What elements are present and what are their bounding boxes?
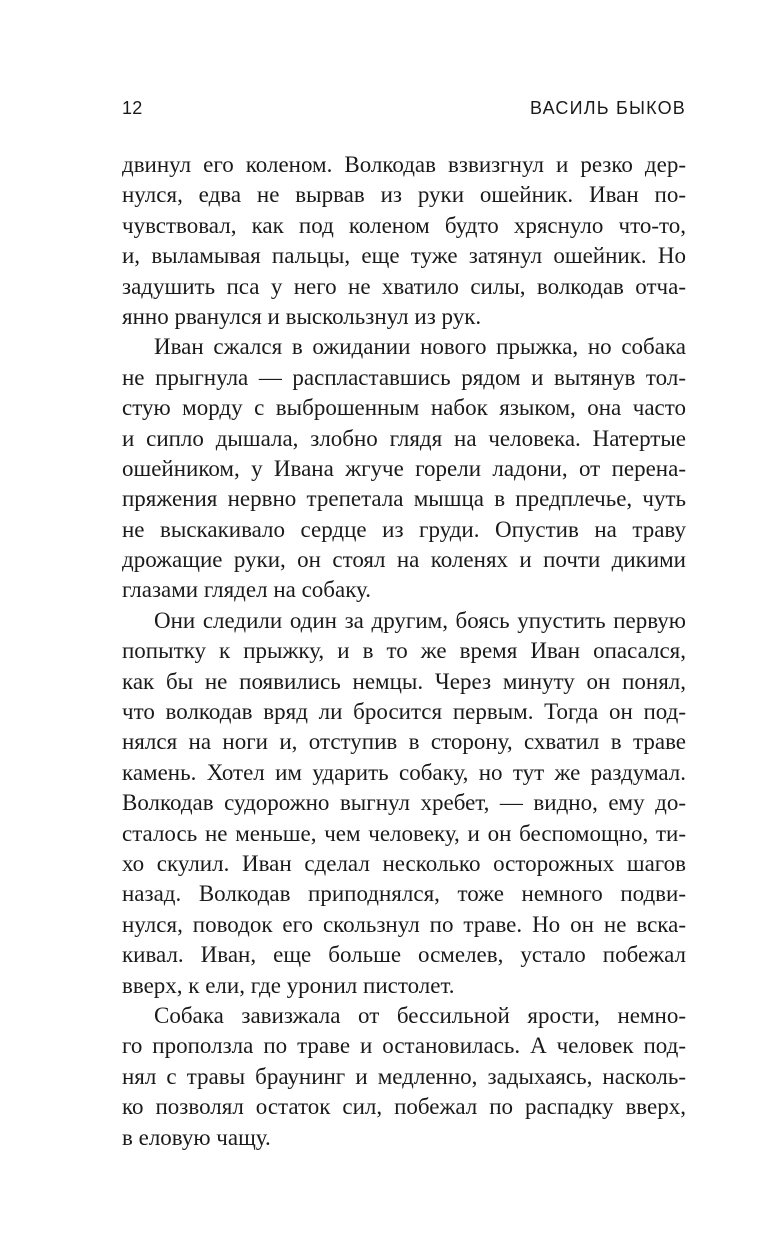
text-line: двинул его коленом. Волкодав взвизгнул и резко дер- [122, 152, 686, 177]
text-line: в еловую чащу. [122, 1124, 271, 1150]
text-line: Собака завизжала от бессильной ярости, немно- [154, 1002, 686, 1028]
paragraph [122, 150, 686, 332]
text-line: что волкодав вряд ли бросится первым. Тогда он под- [122, 699, 686, 725]
text-line: ко позволял остаток сил, побежал по распадку вверх, [122, 1094, 686, 1120]
text-line: не выскакивало сердце из груди. Опустив на траву [122, 516, 686, 542]
text-line: чувствовал, как под коленом будто хряснуло что-то, [122, 212, 686, 238]
running-head [122, 98, 686, 128]
text-line: нулся, поводок его скользнул по траве. Но он не вска- [122, 911, 686, 937]
text-line: Волкодав судорожно выгнул хребет, — видно, ему до- [122, 790, 686, 816]
text-line: назад. Волкодав приподнялся, тоже немного подви- [122, 881, 686, 907]
text-line: и сипло дышала, злобно глядя на человека. Натертые [122, 425, 686, 451]
text-line: не прыгнула — распластавшись рядом и вытянув тол- [122, 364, 686, 390]
text-line: нялся на ноги и, отступив в сторону, схватил в траве [122, 729, 686, 755]
text-line: кивал. Иван, еще больше осмелев, устало побежал [122, 942, 686, 968]
text-line: глазами глядел на собаку. [122, 577, 372, 603]
text-line: задушить пса у него не хватило силы, волкодав отча- [122, 273, 686, 299]
text-line: попытку к прыжку, и в то же время Иван опасался, [122, 638, 686, 664]
text-line: хо скулил. Иван сделал несколько осторожных шагов [122, 850, 686, 876]
text-line: и, выламывая пальцы, еще туже затянул ошейник. Но [122, 243, 686, 269]
paragraph [122, 1001, 686, 1153]
paragraph [122, 332, 686, 606]
text-line: Иван сжался в ожидании нового прыжка, но собака [154, 334, 686, 360]
text-line: нулся, едва не вырвав из руки ошейник. Иван по- [122, 182, 686, 208]
page-number: 12 [122, 98, 143, 118]
text-line: го проползла по траве и остановилась. А человек под- [122, 1033, 686, 1059]
text-line: янно рванулся и выскользнул из рук. [122, 303, 482, 329]
text-line: сталось не меньше, чем человеку, и он беспомощно, ти- [122, 820, 686, 846]
text-line: вверх, к ели, где уронил пистолет. [122, 972, 455, 998]
text-line: дрожащие руки, он стоял на коленях и почти дикими [122, 547, 686, 573]
text-line: как бы не появились немцы. Через минуту он понял, [122, 668, 686, 694]
text-line: нял с травы браунинг и медленно, задыхаясь, насколь- [122, 1063, 686, 1089]
text-line: стую морду с выброшенным набок языком, она часто [122, 395, 686, 421]
text-line: Они следили один за другим, боясь упустить первую [154, 607, 686, 633]
body-text [122, 150, 686, 1153]
text-line: ошейником, у Ивана жгуче горели ладони, от перена- [122, 455, 686, 481]
paragraph [122, 606, 686, 1001]
running-head-author: ВАСИЛЬ БЫКОВ [529, 98, 686, 118]
text-line: камень. Хотел им ударить собаку, но тут же раздумал. [122, 759, 686, 785]
text-line: пряжения нервно трепетала мышца в предплечье, чуть [122, 486, 686, 512]
